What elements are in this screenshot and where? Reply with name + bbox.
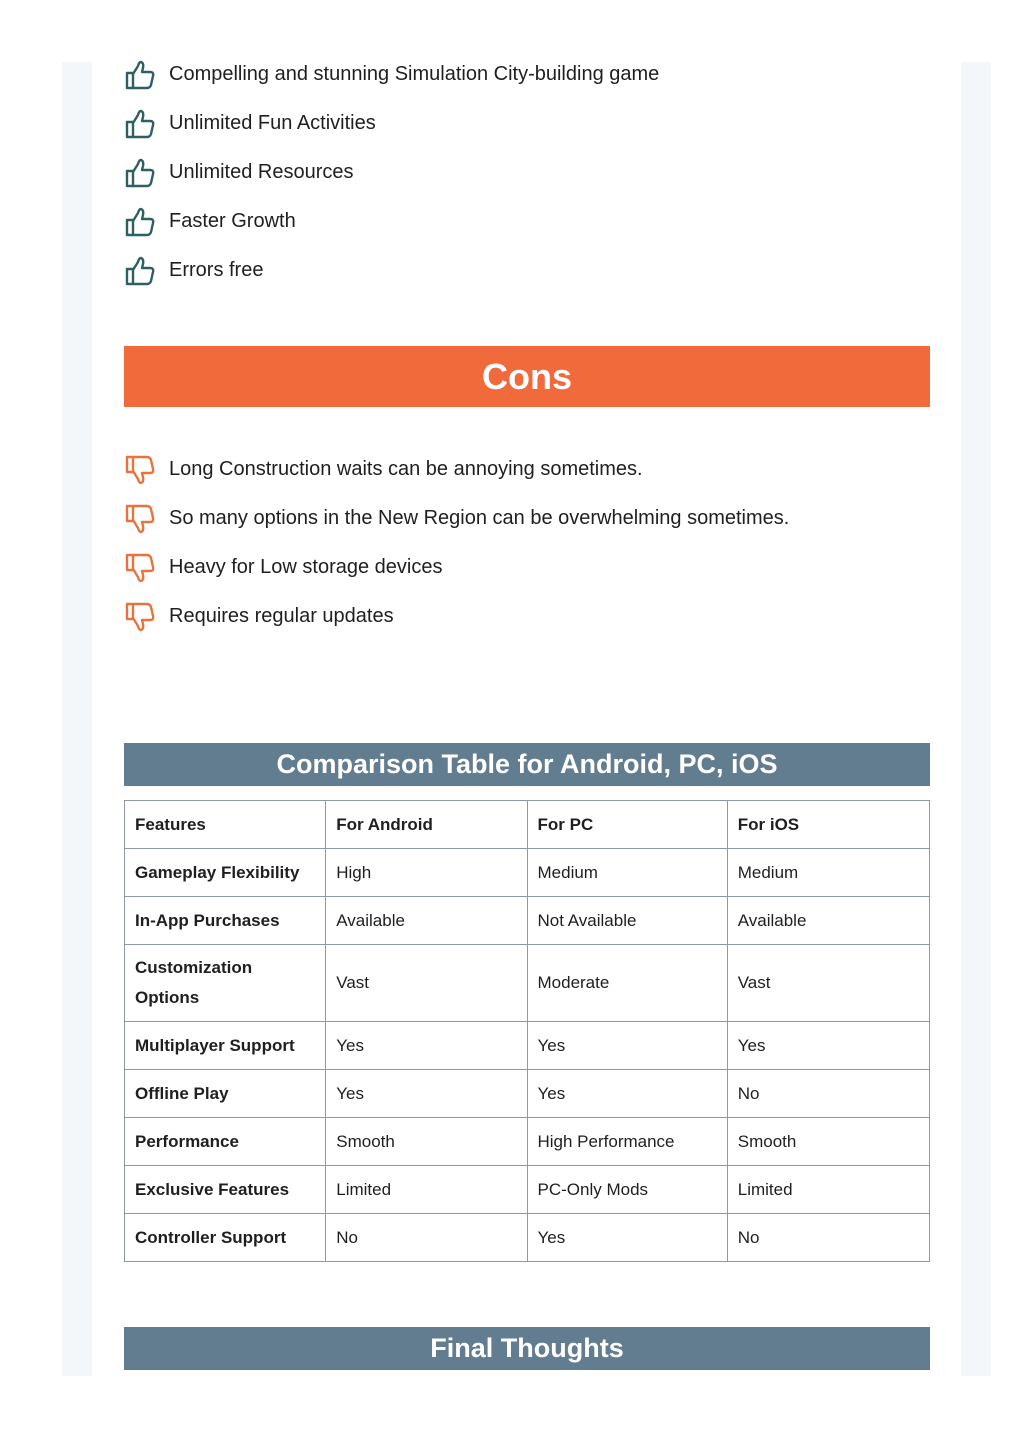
thumbs-down-icon [124,454,156,486]
table-header-row [125,801,930,849]
right-margin-strip [961,62,991,1376]
feature-cell: Controller Support [125,1214,326,1262]
table-cell: Yes [527,1070,727,1118]
feature-cell: In-App Purchases [125,897,326,945]
table-row [125,1118,930,1166]
feature-cell: Offline Play [125,1070,326,1118]
cons-heading: Cons [124,346,930,407]
table-cell: Moderate [527,945,727,1022]
left-margin-strip [62,62,92,1376]
thumbs-up-icon [124,206,156,238]
pros-item-text: Compelling and stunning Simulation City-building game [169,63,660,85]
table-cell: Medium [527,849,727,897]
cons-item-text: So many options in the New Region can be overwhelming sometimes. [169,507,790,529]
table-row [125,897,930,945]
table-cell: PC-Only Mods [527,1166,727,1214]
pros-item [124,99,659,148]
table-cell: Smooth [727,1118,929,1166]
cons-item [124,445,789,494]
pros-item [124,148,659,197]
table-cell: Vast [326,945,527,1022]
table-cell: No [727,1070,929,1118]
comparison-table [124,800,930,1262]
column-header: For iOS [727,801,929,849]
pros-item [124,197,659,246]
table-cell: High [326,849,527,897]
table-row [125,1070,930,1118]
table-cell: Medium [727,849,929,897]
table-cell: Yes [326,1022,527,1070]
thumbs-down-icon [124,503,156,535]
final-thoughts-heading: Final Thoughts [124,1327,930,1370]
table-cell: No [326,1214,527,1262]
column-header: For PC [527,801,727,849]
cons-list [124,445,789,641]
table-row [125,849,930,897]
cons-item [124,494,789,543]
table-row [125,1214,930,1262]
table-cell: Limited [326,1166,527,1214]
table-row [125,945,930,1022]
table-cell: Yes [727,1022,929,1070]
column-header: For Android [326,801,527,849]
table-cell: No [727,1214,929,1262]
thumbs-down-icon [124,552,156,584]
table-cell: High Performance [527,1118,727,1166]
feature-cell: Customization Options [125,945,326,1022]
table-cell: Available [326,897,527,945]
pros-list [124,50,659,295]
table-cell: Limited [727,1166,929,1214]
feature-cell: Performance [125,1118,326,1166]
pros-item [124,50,659,99]
pros-item-text: Unlimited Resources [169,161,354,183]
table-cell: Yes [527,1022,727,1070]
table-cell: Vast [727,945,929,1022]
table-cell: Smooth [326,1118,527,1166]
table-cell: Not Available [527,897,727,945]
cons-item-text: Requires regular updates [169,605,394,627]
table-cell: Yes [326,1070,527,1118]
thumbs-up-icon [124,157,156,189]
feature-cell: Exclusive Features [125,1166,326,1214]
pros-item-text: Errors free [169,259,264,281]
pros-item-text: Unlimited Fun Activities [169,112,376,134]
pros-item [124,246,659,295]
cons-item [124,592,789,641]
table-row [125,1166,930,1214]
comparison-heading: Comparison Table for Android, PC, iOS [124,743,930,786]
cons-item-text: Long Construction waits can be annoying sometimes. [169,458,643,480]
cons-item [124,543,789,592]
thumbs-up-icon [124,108,156,140]
table-cell: Yes [527,1214,727,1262]
feature-cell: Gameplay Flexibility [125,849,326,897]
column-header: Features [125,801,326,849]
thumbs-up-icon [124,59,156,91]
pros-item-text: Faster Growth [169,210,296,232]
thumbs-up-icon [124,255,156,287]
table-cell: Available [727,897,929,945]
cons-item-text: Heavy for Low storage devices [169,556,443,578]
feature-cell: Multiplayer Support [125,1022,326,1070]
thumbs-down-icon [124,601,156,633]
table-row [125,1022,930,1070]
